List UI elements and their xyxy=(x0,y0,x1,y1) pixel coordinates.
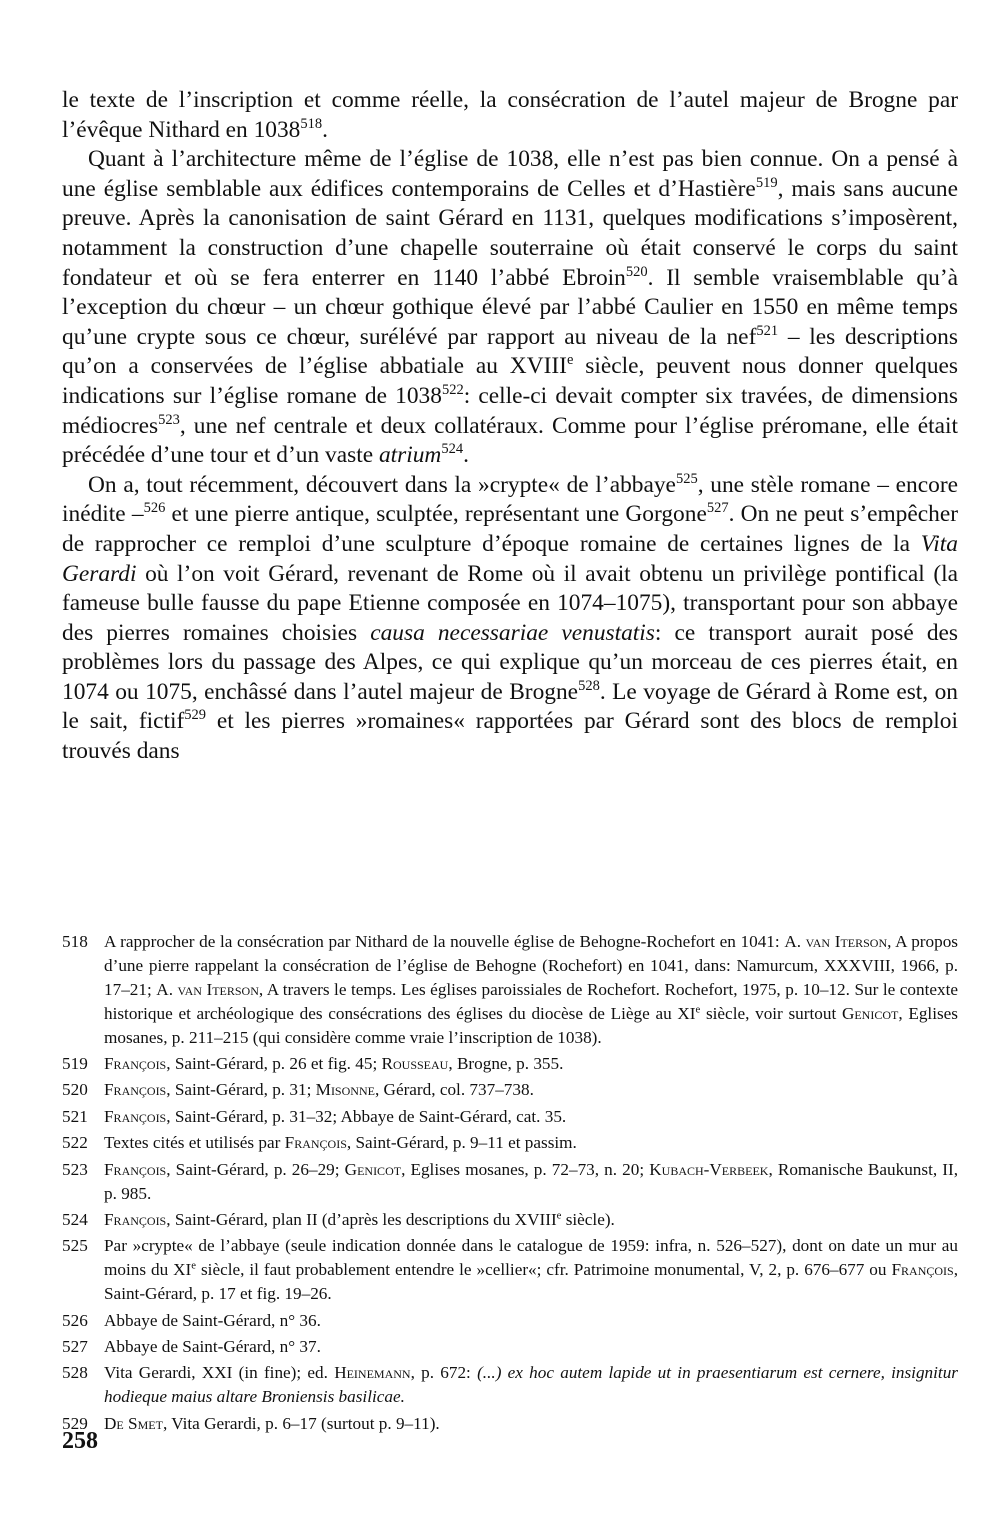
footnote-522 xyxy=(62,1131,958,1155)
text-run: siècle, peuvent nous donner quelques indications sur l’église romane de 1038 xyxy=(62,353,958,409)
text-run: Quant à l’architecture même de l’église de 1038, elle n’est pas bien connue. On a pensé à une église semblable aux édifices contemporains de Celles et d’Hastière xyxy=(62,146,958,202)
text-run: . xyxy=(463,442,469,469)
footnote-ref-529[interactable]: 529 xyxy=(184,707,207,724)
text-run: et une pierre antique, sculptée, représentant une Gorgone xyxy=(165,501,707,528)
text-run: , Saint-Gérard, p. 26–29; xyxy=(166,1159,345,1179)
text-run: Abbaye de Saint-Gérard, n° 36. xyxy=(104,1310,321,1330)
author-name: François xyxy=(104,1054,167,1074)
footnote-525 xyxy=(62,1234,958,1306)
footnote-number: 527 xyxy=(62,1337,88,1356)
text-run: , Eglises mosanes, p. 72–73, n. 20; xyxy=(401,1159,650,1179)
footnote-528 xyxy=(62,1361,958,1409)
text-run: , A propos d’une pierre rappelant la consécration de l’église de Behogne (Rochefort) en 1041, dans: Namurcum, XXXVIII, 1966, p. 17–21; xyxy=(104,932,958,999)
page-number: 258 xyxy=(62,1428,98,1454)
text-run: , Saint-Gérard, p. 26 et fig. 45; xyxy=(166,1054,382,1074)
text-run: On a, tout récemment, découvert dans la »crypte« de l’abbaye xyxy=(88,471,676,498)
text-run: – les descriptions qu’on a conservées de l’église abbatiale au XVIII xyxy=(62,323,958,380)
footnote-number: 518 xyxy=(62,932,88,951)
text-run: siècle). xyxy=(561,1209,615,1229)
footnote-518 xyxy=(62,930,958,1050)
author-name: Misonne xyxy=(315,1080,375,1100)
footnote-519 xyxy=(62,1052,958,1076)
paragraph-2 xyxy=(62,145,958,471)
footnote-number: 526 xyxy=(62,1310,88,1330)
text-run: , A travers le temps. Les églises paroissiales de Rochefort. Rochefort, 1975, p. 10–12. Sur le contexte historique et archéologique des consécrations des églises du diocèse de Liège au XI xyxy=(104,979,958,1023)
footnote-number: 529 xyxy=(62,1413,88,1433)
footnote-523 xyxy=(62,1158,958,1206)
author-name: Genicot xyxy=(344,1159,402,1179)
footnote-527 xyxy=(62,1335,958,1359)
century-superscript: e xyxy=(556,1210,562,1222)
text-run: le texte de l’inscription et comme réelle, la consécration de l’autel majeur de Brogne par l’évêque Nithard en 1038 xyxy=(62,87,958,143)
text-run: , une nef centrale et deux collatéraux. Comme pour l’église préromane, elle était précédée d’une tour et d’un vaste xyxy=(62,412,958,469)
author-name: François xyxy=(104,1106,167,1126)
author-name: François xyxy=(891,1260,954,1280)
text-run: : ce transport aurait posé des problèmes lors du passage des Alpes, ce qui explique qu’un morceau de ces pierres était, en 1074 ou 1075, enchâssé dans l’autel majeur de Brogne xyxy=(62,619,958,705)
text-run: , Gérard, col. 737–738. xyxy=(374,1080,534,1100)
text-run: , p. 672: xyxy=(410,1363,478,1383)
text-run: A rapprocher de la consécration par Nithard de la nouvelle église de Behogne-Rochefort en 1041: xyxy=(104,932,785,951)
footnote-ref-521[interactable]: 521 xyxy=(756,322,779,339)
century-superscript: e xyxy=(566,352,574,369)
author-name: Rousseau xyxy=(381,1054,449,1074)
author-name: François xyxy=(284,1133,347,1153)
text-run: siècle, il faut probablement entendre le »cellier«; cfr. Patrimoine monumental, V, 2, p. 676–677 ou xyxy=(196,1260,892,1280)
footnote-ref-523[interactable]: 523 xyxy=(158,411,180,428)
text-run: et les pierres »romaines« rapportées par Gérard sont des blocs de remploi trouvés dans xyxy=(62,708,958,765)
text-run: , Brogne, p. 355. xyxy=(448,1054,564,1074)
footnote-ref-522[interactable]: 522 xyxy=(441,381,464,398)
footnote-526 xyxy=(62,1309,958,1333)
footnote-ref-520[interactable]: 520 xyxy=(625,263,648,280)
footnote-ref-519[interactable]: 519 xyxy=(755,174,778,191)
text-run: Abbaye de Saint-Gérard, n° 37. xyxy=(104,1337,321,1356)
text-run: Textes cités et utilisés par xyxy=(104,1133,285,1153)
footnote-ref-518[interactable]: 518 xyxy=(300,115,323,132)
footnote-521 xyxy=(62,1105,958,1129)
text-run: , Saint-Gérard, p. 9–11 et passim. xyxy=(346,1133,577,1153)
century-superscript: e xyxy=(191,1260,197,1272)
footnote-ref-525[interactable]: 525 xyxy=(675,470,698,487)
italic-term: atrium xyxy=(378,442,442,469)
text-run: , Vita Gerardi, p. 6–17 (surtout p. 9–11). xyxy=(162,1413,440,1433)
author-name: A. van Iterson xyxy=(156,979,259,999)
text-run: , Saint-Gérard, p. 17 et fig. 19–26. xyxy=(104,1260,959,1304)
paragraph-3 xyxy=(62,471,958,767)
author-name: A. van Iterson xyxy=(784,932,888,951)
text-run: , Saint-Gérard, p. 31; xyxy=(166,1080,316,1100)
text-run: siècle, voir surtout xyxy=(700,1003,842,1023)
footnote-ref-528[interactable]: 528 xyxy=(578,677,600,694)
text-run: , Eglises mosanes, p. 211–215 (qui considère comme vraie l’inscription de 1038). xyxy=(104,1003,958,1047)
footnote-524 xyxy=(62,1208,958,1232)
footnote-number: 523 xyxy=(62,1159,88,1179)
author-name: De Smet xyxy=(104,1413,163,1433)
paragraph-1 xyxy=(62,86,958,145)
footnote-number: 524 xyxy=(62,1209,88,1229)
text-run: , Saint-Gérard, p. 31–32; Abbaye de Saint-Gérard, cat. 35. xyxy=(166,1106,567,1126)
text-run: . Le voyage de Gérard à Rome est, on le sait, fictif xyxy=(62,678,958,735)
author-name: François xyxy=(104,1080,167,1100)
footnote-number: 525 xyxy=(62,1236,88,1256)
author-name: François xyxy=(104,1159,167,1179)
footnote-ref-526[interactable]: 526 xyxy=(143,500,166,517)
author-name: Kubach-Verbeek xyxy=(649,1159,769,1179)
text-run: . On ne peut s’empêcher de rapprocher ce remploi d’une sculpture d’époque romaine de certaines lignes de la xyxy=(62,501,959,557)
century-superscript: e xyxy=(695,1004,701,1016)
text-run: Par »crypte« de l’abbaye (seule indication donnée dans le catalogue de 1959: infra, n. 526–527), dont on date un mur au moins du XI xyxy=(104,1236,958,1280)
footnote-number: 519 xyxy=(62,1054,88,1074)
footnote-number: 528 xyxy=(62,1363,88,1383)
text-run: , mais sans aucune preuve. Après la canonisation de saint Gérard en 1131, quelques modifications s’imposèrent, notamment la construction d’une chapelle souterraine où était conservé le corps du saint fondateur et où se fera enterrer en 1140 l’abbé Ebroin xyxy=(62,175,958,291)
text-run: . Il semble vraisemblable qu’à l’exception du chœur – un chœur gothique élevé par l’abbé Caulier en 1550 en même temps qu’une crypte sous ce chœur, surélévé par rapport au niveau de la nef xyxy=(62,264,958,350)
text-run: , une stèle romane – encore inédite – xyxy=(62,471,958,528)
italic-term: causa necessariae venustatis xyxy=(370,619,655,646)
footnote-number: 520 xyxy=(62,1080,88,1100)
footnote-number: 521 xyxy=(62,1106,88,1126)
italic-term: Vita Gerardi xyxy=(62,530,958,587)
text-run: , Romanische Baukunst, II, p. 985. xyxy=(104,1159,958,1203)
text-run: . xyxy=(322,116,328,143)
footnote-ref-524[interactable]: 524 xyxy=(441,441,464,458)
footnotes xyxy=(62,930,958,1438)
footnote-520 xyxy=(62,1078,958,1102)
author-name: Genicot xyxy=(841,1003,899,1023)
text-run: Vita Gerardi, XXI (in fine); ed. xyxy=(104,1363,335,1383)
text-run: où l’on voit Gérard, revenant de Rome où il avait obtenu un privilège pontifical (la fameuse bulle fausse du pape Etienne composée en 1074–1075), transportant pour son abbaye des pierres romaines choisies xyxy=(62,560,958,646)
footnote-number: 522 xyxy=(62,1133,88,1153)
body-text xyxy=(62,86,958,767)
author-name: Heinemann xyxy=(334,1363,411,1383)
text-run: , Saint-Gérard, plan II (d’après les descriptions du XVIII xyxy=(166,1209,557,1229)
footnote-ref-527[interactable]: 527 xyxy=(706,500,729,517)
footnote-529 xyxy=(62,1412,958,1436)
author-name: François xyxy=(104,1209,167,1229)
text-run: : celle-ci devait compter six travées, de dimensions médiocres xyxy=(62,382,959,439)
latin-quotation: (...) ex hoc autem lapide ut in praesentiarum est cernere, insignitur hodieque maius altare Broniensis basilicae. xyxy=(104,1363,958,1407)
